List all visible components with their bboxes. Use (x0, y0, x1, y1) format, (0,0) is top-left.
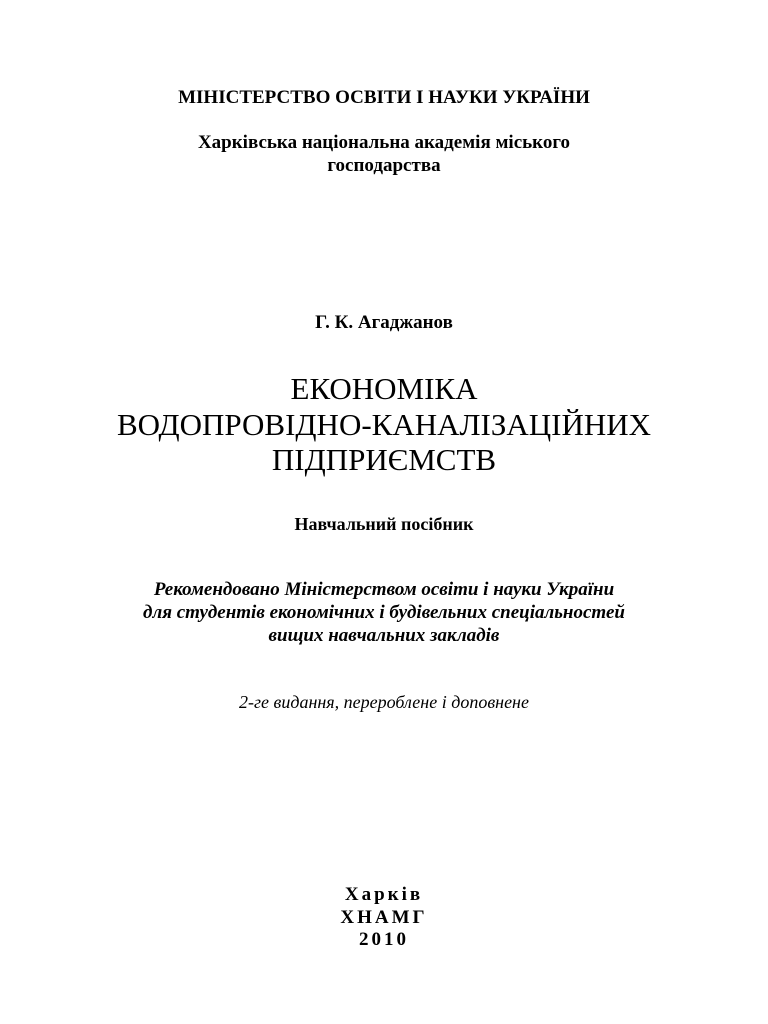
book-title-line-2: ВОДОПРОВІДНО-КАНАЛІЗАЦІЙНИХ (116, 407, 652, 442)
imprint-city: Харків (344, 884, 424, 905)
imprint-year: 2010 (359, 929, 409, 950)
recommendation-line-3: вищих навчальних закладів (268, 625, 500, 646)
book-subtitle: Навчальний посібник (294, 514, 474, 534)
recommendation-line-1: Рекомендовано Міністерством освіти і науки України (153, 579, 615, 600)
imprint-publisher: ХНАМГ (340, 907, 428, 928)
author-name: Г. К. Агаджанов (315, 312, 453, 333)
academy-name-line-2: господарства (327, 155, 441, 176)
book-title-line-1: ЕКОНОМІКА (290, 371, 478, 406)
edition-note: 2-ге видання, перероблене і доповнене (239, 692, 529, 712)
academy-name-line-1: Харківська національна академія міського (197, 132, 571, 153)
ministry-heading: МІНІСТЕРСТВО ОСВІТИ І НАУКИ УКРАЇНИ (178, 87, 590, 108)
recommendation-line-2: для студентів економічних і будівельних спеціальностей (143, 602, 625, 623)
book-title-line-3: ПІДПРИЄМСТВ (271, 442, 497, 477)
